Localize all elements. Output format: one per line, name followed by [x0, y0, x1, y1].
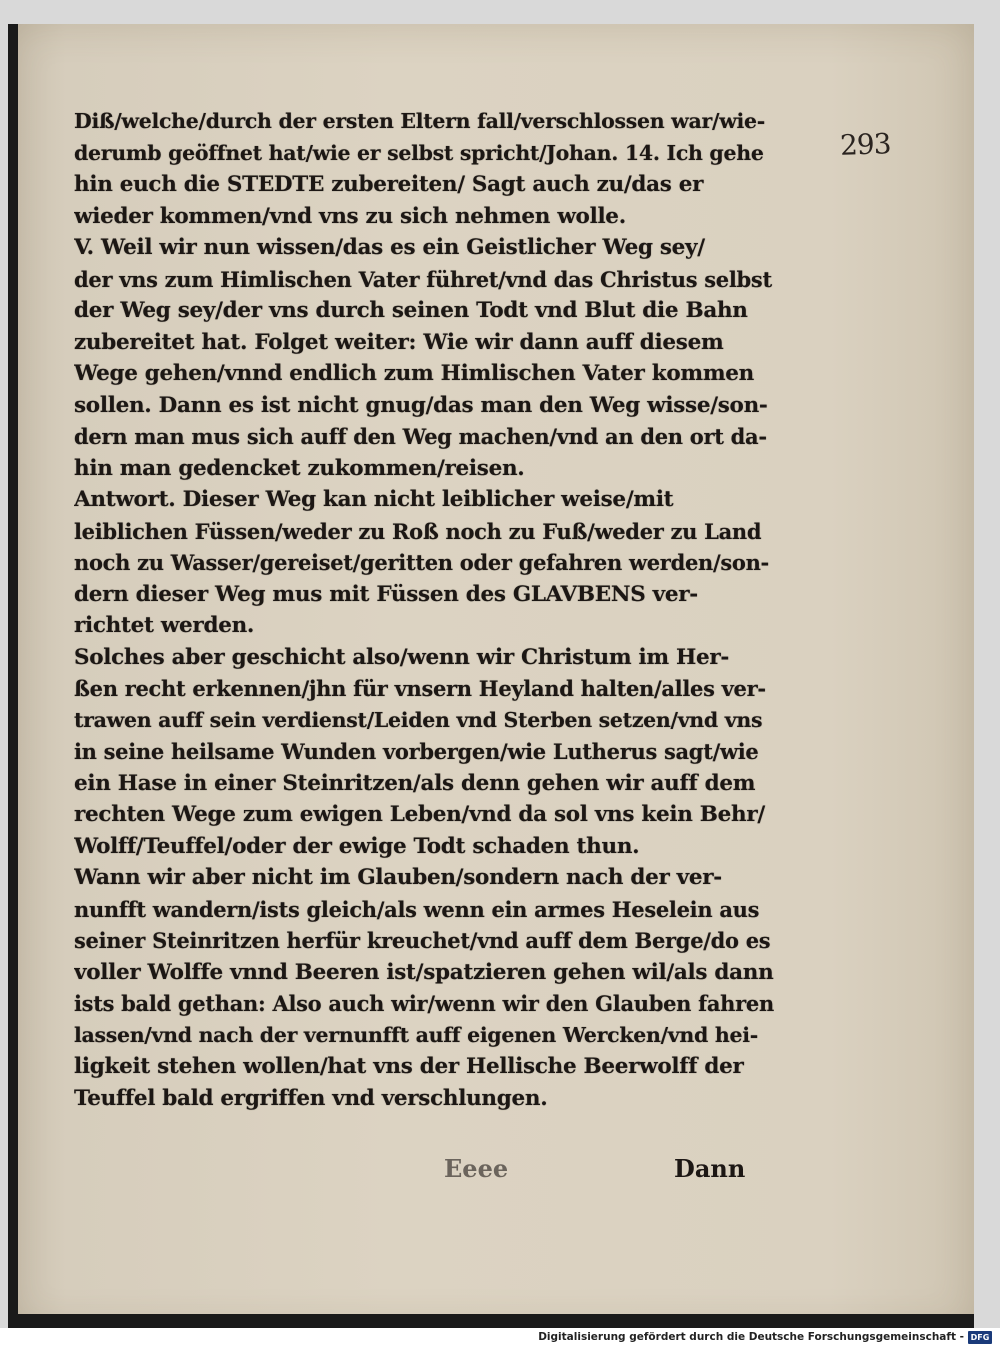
- text-line: V. Weil wir nun wissen/das es ein Geistlicher Weg sey/: [74, 235, 705, 260]
- text-line: Antwort. Dieser Weg kan nicht leiblicher weise/mit: [74, 487, 674, 512]
- text-line: ligkeit stehen wollen/hat vns der Hellische Beerwolff der: [74, 1054, 744, 1079]
- text-line: in seine heilsame Wunden vorbergen/wie Lutherus sagt/wie: [74, 739, 759, 764]
- text-line: dern man mus sich auff den Weg machen/vnd an den ort da-: [74, 424, 767, 449]
- text-line: nunfft wandern/ists gleich/als wenn ein armes Heselein aus: [74, 896, 760, 922]
- text-line: Solches aber geschicht also/wenn wir Christum im Her-: [74, 644, 730, 670]
- text-line: rechten Wege zum ewigen Leben/vnd da sol vns kein Behr/: [74, 802, 765, 827]
- page-number: 293: [839, 127, 892, 162]
- text-line: noch zu Wasser/gereiset/geritten oder gefahren werden/son-: [74, 550, 769, 575]
- scanned-page: [8, 24, 974, 1328]
- text-line: ein Hase in einer Steinritzen/als denn gehen wir auff dem: [74, 770, 756, 796]
- text-line: Wann wir aber nicht im Glauben/sondern nach der ver-: [74, 865, 722, 890]
- text-line: der vns zum Himlischen Vater führet/vnd das Christus selbst: [74, 266, 772, 292]
- text-line: lassen/vnd nach der vernunfft auff eigenen Wercken/vnd hei-: [74, 1022, 758, 1047]
- page-foot: [8, 1154, 974, 1194]
- signature-mark: Eeee: [444, 1154, 509, 1183]
- text-line: ßen recht erkennen/jhn für vnsern Heyland halten/alles ver-: [74, 676, 766, 701]
- catchword: Dann: [674, 1154, 746, 1183]
- text-line: zubereitet hat. Folget weiter: Wie wir dann auff diesem: [74, 329, 724, 355]
- funding-credit: Digitalisierung gefördert durch die Deutsche Forschungsgemeinschaft -: [538, 1331, 964, 1343]
- text-line: wieder kommen/vnd vns zu sich nehmen wolle.: [74, 203, 626, 229]
- text-line: trawen auff sein verdienst/Leiden vnd Sterben setzen/vnd vns: [74, 707, 763, 732]
- text-line: Diß/welche/durch der ersten Eltern fall/verschlossen war/wie-: [74, 109, 765, 133]
- text-line: richtet werden.: [74, 613, 255, 638]
- text-line: seiner Steinritzen herfür kreuchet/vnd auff dem Berge/do es: [74, 928, 771, 953]
- text-line: sollen. Dann es ist nicht gnug/das man den Weg wisse/son-: [74, 392, 768, 418]
- digitization-footer: [0, 1328, 1000, 1348]
- text-line: hin euch die STEDTE zubereiten/ Sagt auch zu/das er: [74, 172, 704, 197]
- text-line: derumb geöffnet hat/wie er selbst spricht/Johan. 14. Ich gehe: [74, 140, 764, 165]
- text-line: dern dieser Weg mus mit Füssen des GLAVBENS ver-: [74, 581, 698, 607]
- text-line: Teuffel bald ergriffen vnd verschlungen.: [74, 1085, 548, 1111]
- text-line: hin man gedencket zukommen/reisen.: [74, 455, 525, 481]
- scan-edge-left: [8, 24, 18, 1328]
- text-line: der Weg sey/der vns durch seinen Todt vnd Blut die Bahn: [74, 298, 748, 323]
- body-text: [74, 106, 774, 1114]
- scan-edge-bottom: [8, 1314, 974, 1328]
- text-line: leiblichen Füssen/weder zu Roß noch zu Fuß/weder zu Land: [74, 518, 762, 544]
- dfg-logo: DFG: [968, 1331, 992, 1344]
- text-line: voller Wolffe vnnd Beeren ist/spatzieren gehen wil/als dann: [74, 959, 774, 985]
- text-line: Wolff/Teuffel/oder der ewige Todt schaden thun.: [74, 833, 640, 859]
- text-line: Wege gehen/vnnd endlich zum Himlischen Vater kommen: [74, 361, 755, 386]
- text-line: ists bald gethan: Also auch wir/wenn wir den Glauben fahren: [74, 991, 774, 1016]
